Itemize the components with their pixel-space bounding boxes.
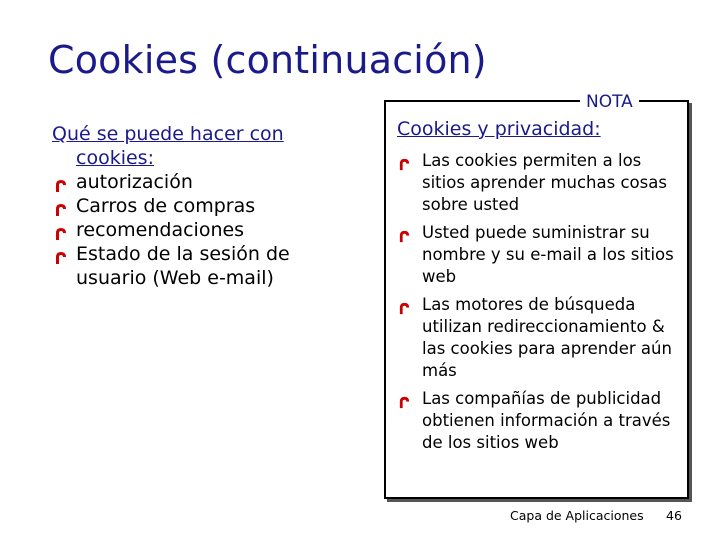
left-list	[52, 170, 352, 290]
footer-text: Capa de Aplicaciones	[510, 508, 644, 523]
list-item	[398, 294, 688, 382]
list-item-text: Las compañías de publicidad obtienen información a través de los sitios web	[422, 389, 671, 452]
bullet-icon	[398, 299, 411, 321]
list-item	[398, 222, 688, 288]
list-item-text: autorización	[76, 171, 193, 193]
note-heading: Cookies y privacidad:	[397, 118, 601, 140]
bullet-icon	[398, 393, 411, 415]
list-item-text: Usted puede suministrar su nombre y su e-mail a los sitios web	[422, 223, 674, 286]
list-item	[398, 388, 688, 454]
list-item	[52, 218, 352, 242]
list-item	[52, 194, 352, 218]
list-item	[52, 170, 352, 194]
list-item-text: Las cookies permiten a los sitios aprender muchas cosas sobre usted	[422, 151, 667, 214]
list-item	[398, 150, 688, 216]
bullet-icon	[398, 227, 411, 249]
slide-title: Cookies (continuación)	[48, 38, 487, 82]
list-item-text: Carros de compras	[76, 195, 256, 217]
list-item	[52, 242, 352, 290]
left-heading-cont: cookies:	[76, 147, 154, 169]
left-heading: Qué se puede hacer con	[52, 123, 284, 145]
list-item-text: Estado de la sesión de usuario (Web e-mail)	[76, 243, 290, 289]
list-item-text: recomendaciones	[76, 219, 245, 241]
list-item-text: Las motores de búsqueda utilizan redireccionamiento & las cookies para aprender aún más	[422, 295, 672, 380]
note-tag: NOTA	[580, 92, 639, 112]
bullet-icon	[398, 155, 411, 177]
page-number: 46	[666, 508, 682, 523]
note-list	[398, 150, 688, 454]
note-content	[398, 150, 688, 460]
left-column	[52, 122, 352, 290]
bullet-icon	[54, 247, 68, 271]
